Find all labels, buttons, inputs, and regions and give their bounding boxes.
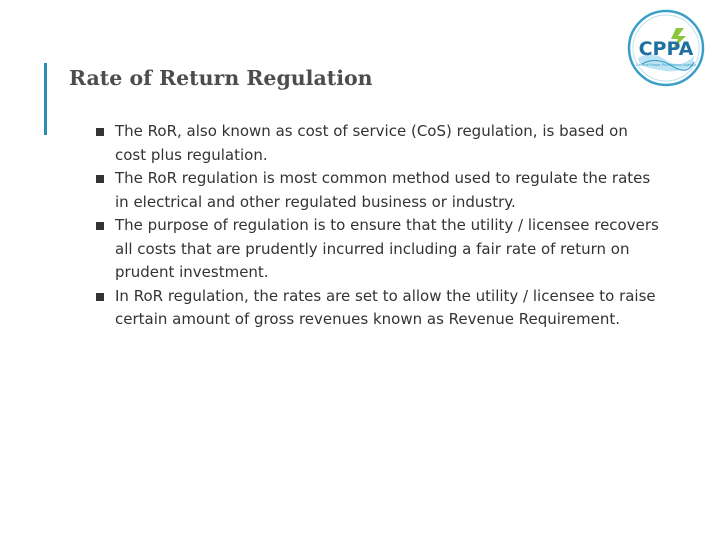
bullet-item — [92, 120, 662, 167]
svg-text:CPPA: CPPA — [638, 38, 694, 60]
square-bullet-icon — [96, 293, 104, 301]
square-bullet-icon — [96, 128, 104, 136]
bullet-item — [92, 285, 662, 332]
bullet-text: The RoR regulation is most common method used to regulate the rates in electrical and other regulated business or industry. — [115, 169, 651, 211]
title-accent-bar — [44, 63, 47, 135]
bullet-item — [92, 214, 662, 285]
bullet-text: In RoR regulation, the rates are set to allow the utility / licensee to raise certain amount of gross revenues known as Revenue Requirement. — [115, 286, 656, 328]
bullet-item — [92, 167, 662, 214]
square-bullet-icon — [96, 175, 104, 183]
slide-title: Rate of Return Regulation — [69, 66, 373, 90]
square-bullet-icon — [96, 222, 104, 230]
bullet-text: The purpose of regulation is to ensure that the utility / licensee recovers all costs that are prudently incurred including a fair rate of return on prudent investment. — [115, 216, 659, 281]
bullet-list — [92, 120, 662, 332]
bullet-text: The RoR, also known as cost of service (CoS) regulation, is based on cost plus regulation. — [115, 122, 628, 164]
cppa-logo — [624, 6, 708, 90]
svg-text:Central Power Purchasing Agenc: Central Power Purchasing Agency — [635, 63, 697, 67]
